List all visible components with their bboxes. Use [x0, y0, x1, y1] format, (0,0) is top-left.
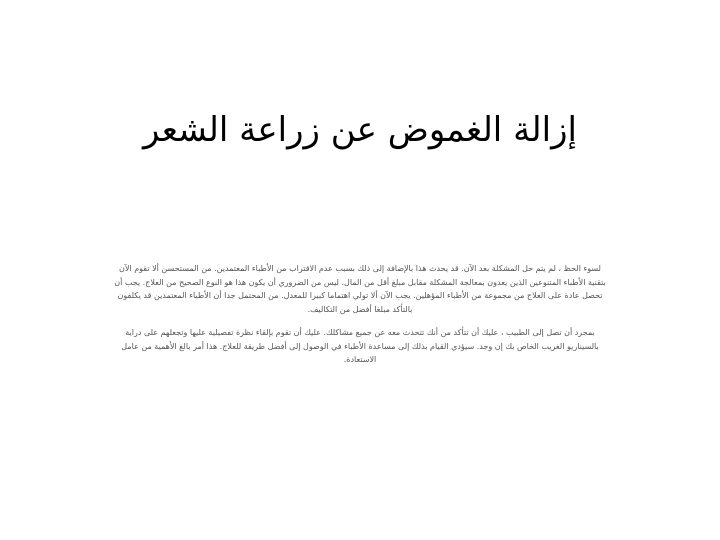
body-paragraph-1: لسوء الحظ ، لم يتم حل المشكلة بعد الآن. قد يحدث هذا بالإضافة إلى ذلك بسبب عدم الاقتراب من الأطباء المعتمدين. من المستحسن ألا تقوم الآن بتقنية الأطباء المتنوعين الذين يعدون بمعالجة المشكلة مقابل مبلغ أقل من المال. ليس من الضروري أن يكون هذا هو النوع الصحيح من العلاج. يجب أن تحصل عادة على العلاج من مجموعة من الأطباء المؤهلين. يجب الآن ألا تولي اهتماما كبيرا للمعدل. من المحتمل جدا أن الأطباء المعتمدين قد يكلفون بالتأكد مبلغا أفضل من التكاليف.	[114, 264, 606, 314]
slide-title: إزالة الغموض عن زراعة الشعر	[143, 110, 577, 150]
slide-body	[110, 262, 610, 377]
body-paragraph-2: بمجرد أن تصل إلى الطبيب ، عليك أن تتأكد من أنك تتحدث معه عن جميع مشاكلك. عليك أن تقوم بإلقاء نظرة تفصيلية عليها وتجعلهم على دراية بالسيناريو الغريب الخاص بك إن وجد. سيؤدي القيام بذلك إلى مساعدة الأطباء في الوصول إلى أفضل طريقة للعلاج. هذا أمر بالغ الأهمية من عامل الاستعادة.	[121, 328, 599, 364]
